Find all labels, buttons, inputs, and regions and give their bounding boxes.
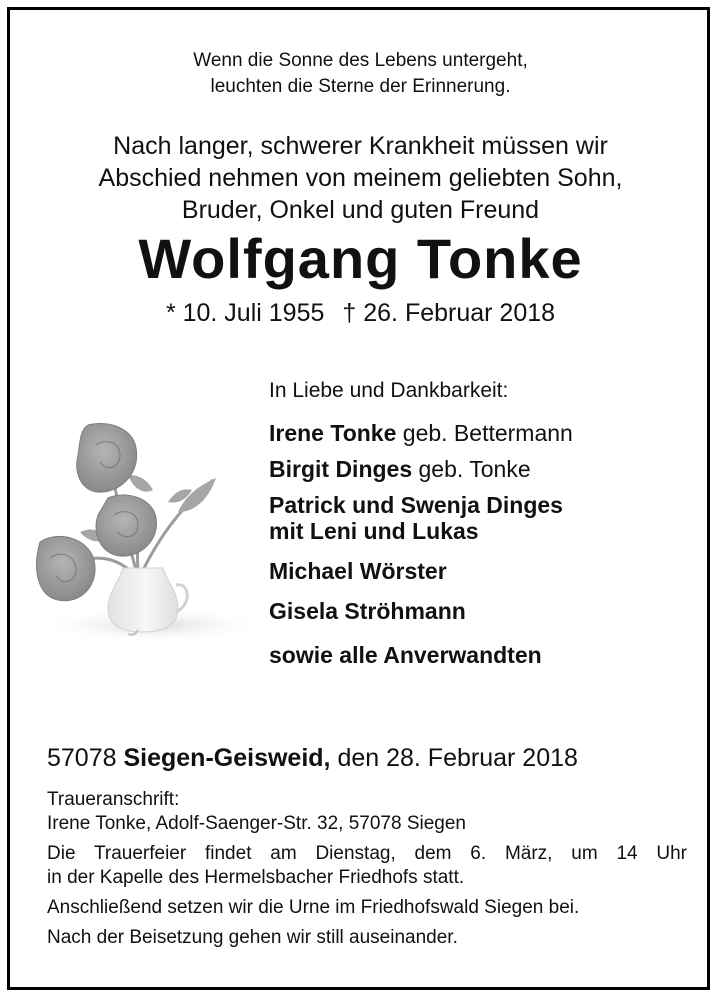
address: Irene Tonke, Adolf-Saenger-Str. 32, 57078 Siegen bbox=[47, 813, 467, 834]
intro-text bbox=[7, 130, 714, 226]
mourner-name: sowie alle Anverwandten bbox=[269, 642, 542, 668]
place-and-date bbox=[47, 740, 687, 776]
mourner-name: Michael Wörster bbox=[269, 558, 447, 584]
mourner-birgit bbox=[269, 454, 699, 484]
mourner-line: mit Leni und Lukas bbox=[269, 518, 479, 544]
mourner-irene bbox=[269, 418, 699, 448]
mourner-name: Gisela Ströhmann bbox=[269, 598, 466, 624]
closing-block bbox=[47, 926, 687, 950]
postcode: 57078 bbox=[47, 744, 117, 772]
mourner-suffix: geb. Bettermann bbox=[402, 420, 573, 446]
life-dates bbox=[7, 296, 714, 330]
mourner-michael bbox=[269, 556, 699, 586]
urn-block bbox=[47, 896, 687, 920]
address-block bbox=[47, 788, 687, 836]
ceremony-line: in der Kapelle des Hermelsbacher Friedhofs statt. bbox=[47, 867, 465, 888]
mourner-line: Patrick und Swenja Dinges bbox=[269, 492, 563, 518]
ceremony-block bbox=[47, 842, 687, 890]
notice-date: den 28. Februar 2018 bbox=[337, 744, 578, 772]
closing-text: Nach der Beisetzung gehen wir still auseinander. bbox=[47, 927, 458, 948]
motto-line: leuchten die Sterne der Erinnerung. bbox=[210, 76, 511, 97]
mourners-lead: In Liebe und Dankbarkeit: bbox=[269, 379, 509, 402]
mourner-gisela bbox=[269, 596, 699, 626]
mourner-name: Irene Tonke bbox=[269, 420, 397, 446]
mourner-name: Birgit Dinges bbox=[269, 456, 413, 482]
urn-text: Anschließend setzen wir die Urne im Friedhofswald Siegen bei. bbox=[47, 897, 580, 918]
mourner-others bbox=[269, 640, 699, 670]
motto bbox=[7, 48, 714, 100]
birth-date: * 10. Juli 1955 bbox=[165, 299, 325, 327]
funeral-info bbox=[47, 788, 687, 956]
intro-line: Nach langer, schwerer Krankheit müssen wir bbox=[113, 132, 608, 160]
mourner-suffix: geb. Tonke bbox=[418, 456, 531, 482]
address-label: Traueranschrift: bbox=[47, 789, 180, 810]
ceremony-line: Die Trauerfeier findet am Dienstag, dem 6. März, um 14 Uhr bbox=[47, 843, 687, 864]
deceased-name: Wolfgang Tonke bbox=[138, 227, 583, 290]
motto-line: Wenn die Sonne des Lebens untergeht, bbox=[193, 50, 528, 71]
intro-line: Bruder, Onkel und guten Freund bbox=[181, 196, 540, 224]
intro-line: Abschied nehmen von meinem geliebten Sohn, bbox=[98, 164, 623, 192]
roses-in-vase-icon bbox=[28, 420, 263, 645]
mourners-list bbox=[269, 376, 699, 676]
death-date: † 26. Februar 2018 bbox=[342, 299, 556, 327]
mourner-patrick bbox=[269, 492, 699, 544]
city: Siegen-Geisweid, bbox=[123, 744, 331, 772]
